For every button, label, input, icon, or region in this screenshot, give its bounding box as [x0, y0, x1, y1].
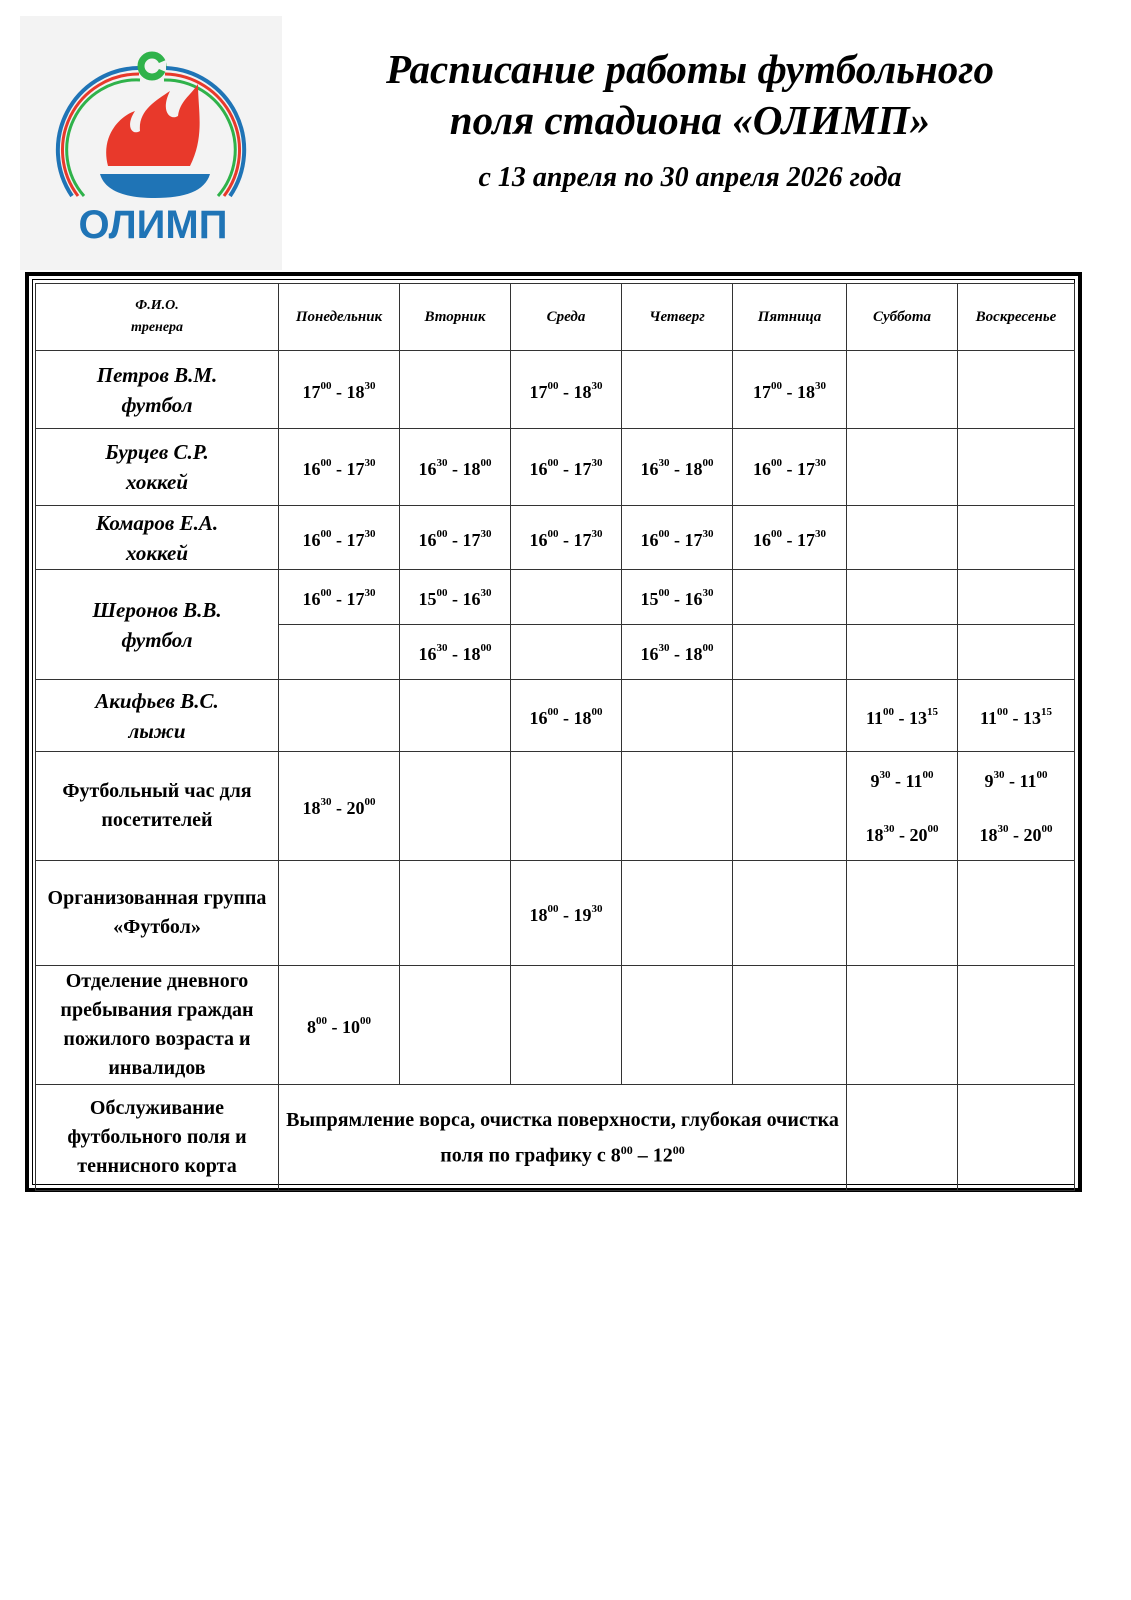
schedule-cell — [622, 966, 733, 1085]
time-range: $11^{00} - 13^{15}$ — [979, 705, 1052, 728]
time-range: $16^{00} - 18^{00}$ — [529, 705, 603, 728]
time-range: $18^{30} - 20^{00}$ — [979, 823, 1053, 845]
row-name: Акифьев В.С. лыжи — [36, 680, 279, 752]
schedule-cell — [511, 351, 622, 429]
header-day: Вторник — [400, 284, 511, 351]
schedule-cell — [733, 861, 847, 966]
maintenance-cell: Выпрямление ворса, очистка поверхности, глубокая очистка поля по графику с $8^{00} - 12^{00}$ — [279, 1085, 847, 1191]
schedule-cell — [958, 570, 1075, 625]
schedule-cell — [847, 429, 958, 506]
schedule-cell — [958, 625, 1075, 680]
time-range: $9^{30} - 11^{00}$ — [870, 769, 934, 791]
time-range: $18^{30} - 20^{00}$ — [302, 796, 376, 818]
schedule-cell — [279, 506, 400, 570]
schedule-cell — [847, 966, 958, 1085]
schedule-cell — [511, 506, 622, 570]
schedule-cell — [733, 680, 847, 752]
table-row — [36, 506, 1075, 570]
row-name: Шеронов В.В. футбол — [36, 570, 279, 680]
header-day: Понедельник — [279, 284, 400, 351]
time-range: $15^{00} - 16^{30}$ — [640, 587, 714, 609]
row-name: Комаров Е.А. хоккей — [36, 506, 279, 570]
schedule-cell — [622, 351, 733, 429]
time-range: $16^{30} - 18^{00}$ — [418, 457, 492, 479]
time-range: $17^{00} - 18^{30}$ — [529, 379, 603, 402]
schedule-cell — [847, 680, 958, 752]
header-fio-line2: тренера — [130, 320, 184, 335]
time-range: $9^{30} - 11^{00}$ — [984, 769, 1048, 791]
svg-text:ОЛИМП: ОЛИМП — [78, 203, 228, 247]
time-range: $16^{30} - 18^{00}$ — [640, 642, 714, 664]
schedule-table — [35, 283, 1075, 1191]
time-range: $16^{00} - 17^{30}$ — [529, 457, 603, 479]
schedule-cell — [847, 351, 958, 429]
time-range: $17^{00} - 18^{30}$ — [302, 379, 376, 402]
schedule-cell — [733, 752, 847, 861]
schedule-cell — [511, 429, 622, 506]
page-title: Расписание работы футбольного поля стадиона «ОЛИМП» — [386, 46, 994, 143]
schedule-cell — [279, 680, 400, 752]
time-range: $16^{00} - 17^{30}$ — [753, 457, 826, 479]
table-row — [36, 429, 1075, 506]
schedule-cell — [279, 625, 400, 680]
header-day: Четверг — [622, 284, 733, 351]
schedule-cell — [847, 1085, 958, 1191]
schedule-cell — [511, 966, 622, 1085]
time-range: $18^{30} - 20^{00}$ — [865, 823, 939, 845]
schedule-cell — [279, 429, 400, 506]
time-range: $16^{00} - 17^{30}$ — [302, 527, 376, 550]
schedule-cell — [622, 680, 733, 752]
schedule-cell — [622, 861, 733, 966]
time-range: $16^{00} - 17^{30}$ — [753, 527, 826, 550]
row-name: Отделение дневного пребывания граждан пожилого возраста и инвалидов — [36, 966, 279, 1085]
row-name: Обслуживание футбольного поля и теннисного корта — [36, 1085, 279, 1191]
schedule-cell — [511, 752, 622, 861]
time-range: $16^{30} - 18^{00}$ — [418, 642, 492, 664]
schedule-cell — [511, 625, 622, 680]
olimp-logo — [20, 16, 282, 270]
table-row — [36, 680, 1075, 752]
schedule-cell — [400, 625, 511, 680]
row-name: Бурцев С.Р. хоккей — [36, 429, 279, 506]
schedule-cell — [847, 570, 958, 625]
schedule-cell — [400, 570, 511, 625]
time-range: $16^{00} - 17^{30}$ — [418, 527, 492, 550]
schedule-cell — [622, 625, 733, 680]
schedule-cell — [622, 570, 733, 625]
schedule-cell — [511, 861, 622, 966]
time-range: $15^{00} - 16^{30}$ — [418, 587, 492, 609]
schedule-cell — [400, 680, 511, 752]
time-range: $16^{00} - 17^{30}$ — [640, 527, 714, 550]
header-day: Суббота — [847, 284, 958, 351]
schedule-cell — [733, 966, 847, 1085]
schedule-cell — [733, 570, 847, 625]
schedule-cell — [958, 680, 1075, 752]
time-range: $16^{00} - 17^{30}$ — [302, 587, 376, 609]
schedule-cell — [958, 429, 1075, 506]
logo-emblem-icon — [20, 16, 282, 270]
schedule-cell — [733, 506, 847, 570]
schedule-cell — [622, 752, 733, 861]
schedule-cell — [622, 429, 733, 506]
header-day: Среда — [511, 284, 622, 351]
schedule-cell — [733, 351, 847, 429]
header-row — [36, 284, 1075, 351]
header-day: Пятница — [733, 284, 847, 351]
row-name: Петров В.М. футбол — [36, 351, 279, 429]
schedule-cell — [400, 861, 511, 966]
schedule-cell — [279, 966, 400, 1085]
schedule-cell — [847, 752, 958, 861]
schedule-cell — [733, 625, 847, 680]
schedule-cell — [847, 506, 958, 570]
header-day: Воскресенье — [958, 284, 1075, 351]
schedule-cell — [958, 752, 1075, 861]
header-fio-line1: Ф.И.О. — [135, 298, 179, 313]
schedule-cell — [400, 429, 511, 506]
schedule-cell — [958, 1085, 1075, 1191]
time-range: $17^{00} - 18^{30}$ — [753, 379, 826, 402]
schedule-cell — [279, 351, 400, 429]
schedule-cell — [279, 752, 400, 861]
schedule-cell — [400, 966, 511, 1085]
schedule-cell — [733, 429, 847, 506]
schedule-cell — [958, 861, 1075, 966]
time-range: $16^{00} - 17^{30}$ — [302, 457, 376, 479]
schedule-cell — [958, 506, 1075, 570]
time-range: $16^{00} - 17^{30}$ — [529, 527, 603, 550]
schedule-cell — [400, 351, 511, 429]
schedule-cell — [511, 570, 622, 625]
table-row — [36, 752, 1075, 861]
schedule-cell — [400, 752, 511, 861]
time-range: $16^{30} - 18^{00}$ — [640, 457, 714, 479]
schedule-cell — [511, 680, 622, 752]
table-row — [36, 570, 1075, 625]
table-row — [36, 351, 1075, 429]
schedule-cell — [279, 861, 400, 966]
schedule-cell — [847, 861, 958, 966]
row-name: Футбольный час для посетителей — [36, 752, 279, 861]
time-range: $8^{00} - 10^{00}$ — [307, 1015, 371, 1037]
row-name: Организованная группа «Футбол» — [36, 861, 279, 966]
schedule-cell — [279, 570, 400, 625]
date-range: с 13 апреля по 30 апреля 2026 года — [478, 162, 902, 193]
time-range: $18^{00} - 19^{30}$ — [529, 903, 603, 925]
table-row — [36, 966, 1075, 1085]
schedule-cell — [847, 625, 958, 680]
table-row — [36, 1085, 1075, 1191]
schedule-cell — [622, 506, 733, 570]
schedule-cell — [958, 966, 1075, 1085]
table-row — [36, 861, 1075, 966]
header-fio — [36, 284, 279, 351]
time-range: $11^{00} - 13^{15}$ — [865, 705, 938, 728]
schedule-cell — [400, 506, 511, 570]
schedule-cell — [958, 351, 1075, 429]
